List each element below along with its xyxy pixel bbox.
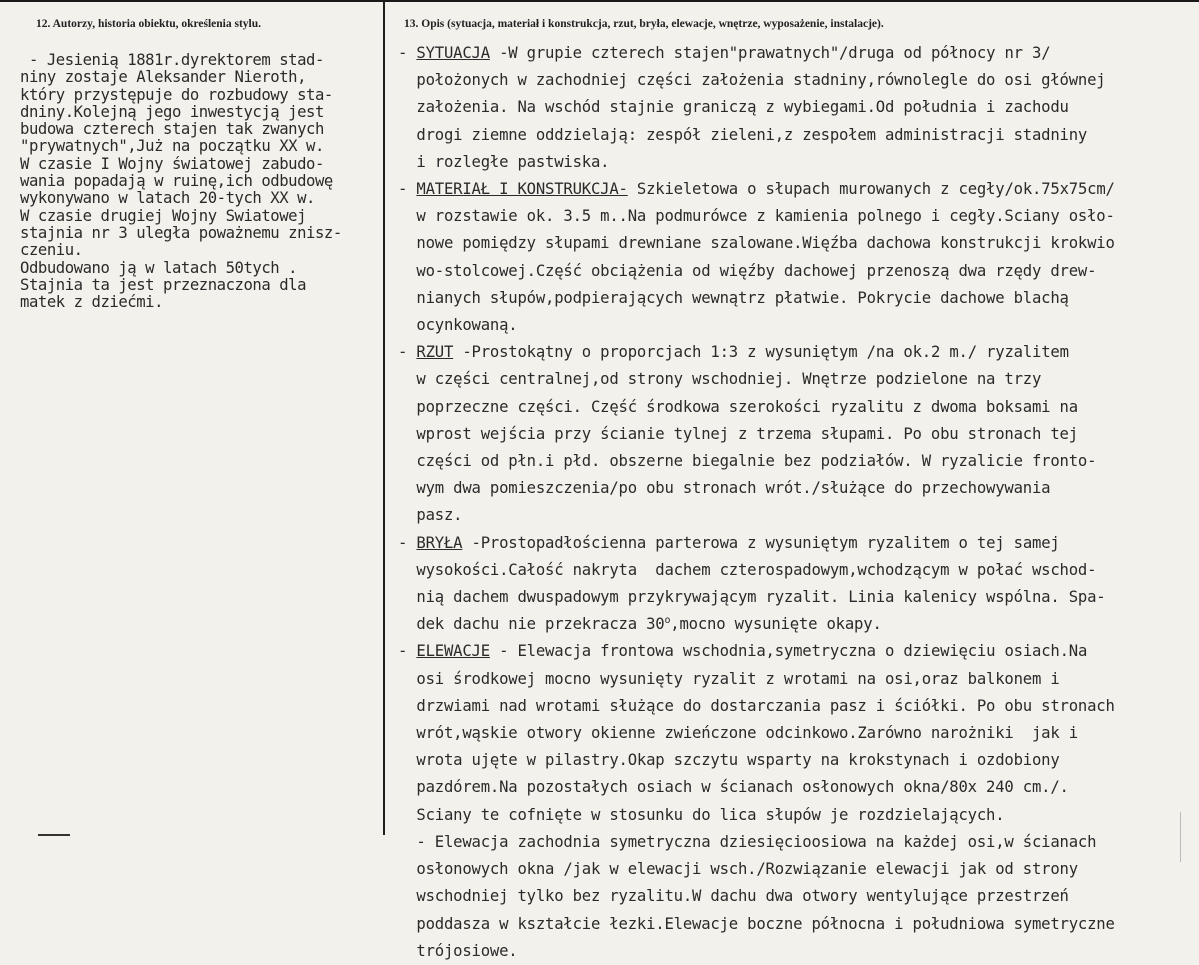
elewacje-line: drzwiami nad wrotami służące do dostarczania pasz i ściółki. Po obu stronach bbox=[398, 696, 1115, 715]
elewacje-line: osi środkowej mocno wysunięty ryzalit z wrotami na osi,oraz balkonem i bbox=[398, 669, 1060, 688]
sytuacja-line: drogi ziemne oddzielają: zespół zieleni,z zespołem administracji stadniny bbox=[398, 125, 1088, 144]
sytuacja-text: -W grupie czterech stajen"prawatnych"/druga od północy nr 3/ bbox=[489, 44, 1051, 62]
material-line: ocynkowaną. bbox=[398, 316, 518, 335]
history-line: "prywatnych",Już na początku XX w. bbox=[20, 138, 324, 156]
history-line: budowa czterech stajen tak zwanych bbox=[20, 121, 324, 139]
margin-dash-mark bbox=[38, 834, 70, 836]
history-text-column bbox=[20, 52, 378, 311]
description-text-column bbox=[398, 40, 1198, 965]
rzut-line: w części centralnej,od strony wschodniej. Wnętrze podzielone na trzy bbox=[398, 370, 1042, 389]
rzut-line: pasz. bbox=[398, 506, 463, 525]
elewacje-line: wrót,wąskie otwory okienne zwieńczone odcinkowo.Zarówno narożniki jak i bbox=[398, 724, 1078, 743]
material-line: nowe pomiędzy słupami drewniane szalowane.Więźba dachowa konstrukcji krokwio bbox=[398, 234, 1115, 253]
history-line: niny zostaje Aleksander Nieroth, bbox=[20, 69, 307, 87]
rzut-heading: RZUT bbox=[416, 343, 454, 362]
rzut-line: wprost wejścia przy ścianie tylnej z trzema słupami. Po obu stronach tej bbox=[398, 424, 1078, 443]
column-divider bbox=[383, 0, 385, 835]
history-line: Odbudowano ją w latach 50tych . bbox=[20, 259, 298, 277]
bryla-line: wysokości.Całość nakryta dachem czterospadowym,wchodzącym w połać wschod- bbox=[398, 560, 1097, 579]
history-line: stajnia nr 3 uległa poważnemu znisz- bbox=[20, 224, 342, 242]
material-heading: MATERIAŁ I KONSTRUKCJA- bbox=[416, 180, 628, 199]
elewacje-line: pazdórem.Na pozostałych osiach w ścianach osłonowych okna/80x 240 cm./. bbox=[398, 778, 1069, 797]
bryla-heading: BRYŁA bbox=[416, 533, 463, 552]
bryla-paragraph-line: - BRYŁA -Prostopadłościenna parterowa z wysuniętym ryzalitem o tej samej bbox=[398, 533, 1060, 552]
bryla-text: -Prostopadłościenna parterowa z wysuniętym ryzalitem o tej samej bbox=[462, 533, 1060, 552]
elewacje-line: wschodniej tylko bez ryzalitu.W dachu dwa otwory wentylujące przestrzeń bbox=[398, 887, 1069, 906]
bryla-text: ,mocno wysunięte okapy. bbox=[670, 615, 882, 634]
material-line: wo-stolcowej.Część obciążenia od więźby dachowej przenoszą dwa rzędy drew- bbox=[398, 261, 1097, 280]
material-line: nianych słupów,podpierających wewnątrz płatwie. Pokrycie dachowe blachą bbox=[398, 288, 1069, 307]
rzut-line: części od płn.i płd. obszerne biegalnie bez podziałów. W ryzalicie fronto- bbox=[398, 452, 1097, 471]
material-text: Szkieletowa o słupach murowanych z cegły/ok.75x75cm/ bbox=[627, 180, 1115, 199]
elewacje-text: - Elewacja frontowa wschodnia,symetryczna o dziewięciu osiach.Na bbox=[489, 642, 1088, 661]
sytuacja-line: i rozległe pastwiska. bbox=[398, 152, 610, 171]
elewacje-paragraph-line: - ELEWACJE - Elewacja frontowa wschodnia,symetryczna o dziewięciu osiach.Na bbox=[398, 642, 1088, 661]
history-line: wykonywano w latach 20-tych XX w. bbox=[20, 190, 315, 208]
section-12-header: 12. Autorzy, historia obiektu, określenia stylu. bbox=[36, 18, 262, 30]
elewacje-line: trójosiowe. bbox=[398, 941, 518, 960]
history-line: wania popadają w ruinę,ich odbudowę bbox=[20, 173, 333, 191]
history-line: Stajnia ta jest przeznaczona dla bbox=[20, 276, 307, 294]
rzut-line: wym dwa pomieszczenia/po obu stronach wrót./służące do przechowywania bbox=[398, 479, 1051, 498]
elewacje-line: osłonowych okna /jak w elewacji wsch./Rozwiązanie elewacji jak od strony bbox=[398, 860, 1078, 879]
elewacje-line: Sciany te cofnięte w stosunku do lica słupów je rozdzielających. bbox=[398, 805, 1005, 824]
material-paragraph-line: - MATERIAŁ I KONSTRUKCJA- Szkieletowa o słupach murowanych z cegły/ok.75x75cm/ bbox=[398, 180, 1115, 199]
sytuacja-paragraph-line: - SYTUACJA -W grupie czterech stajen"prawatnych"/druga od północy nr 3/ bbox=[398, 44, 1051, 62]
history-line: matek z dziećmi. bbox=[20, 294, 164, 312]
history-line: czeniu. bbox=[20, 242, 83, 260]
bryla-line: nią dachem dwuspadowym przykrywającym ryzalit. Linia kalenicy wspólna. Spa- bbox=[398, 588, 1106, 607]
bryla-line bbox=[398, 611, 1198, 638]
bryla-text: dek dachu nie przekracza 30 bbox=[398, 615, 665, 634]
top-border-line bbox=[0, 0, 1199, 2]
sytuacja-line: założenia. Na wschód stajnie graniczą z wybiegami.Od południa i zachodu bbox=[398, 98, 1069, 117]
material-line: w rozstawie ok. 3.5 m..Na podmurówce z kamienia polnego i cegły.Sciany osło- bbox=[398, 207, 1115, 226]
degree-symbol: o bbox=[664, 615, 671, 627]
rzut-paragraph-line: - RZUT -Prostokątny o proporcjach 1:3 z wysuniętym /na ok.2 m./ ryzalitem bbox=[398, 343, 1069, 362]
history-line: który przystępuje do rozbudowy sta- bbox=[20, 86, 333, 104]
history-line: W czasie I Wojny światowej zabudo- bbox=[20, 155, 324, 173]
rzut-text: -Prostokątny o proporcjach 1:3 z wysuniętym /na ok.2 m./ ryzalitem bbox=[453, 343, 1069, 362]
section-13-header: 13. Opis (sytuacja, materiał i konstrukcja, rzut, bryła, elewacje, wnętrze, wyposażenie, instalacje). bbox=[404, 18, 884, 30]
sytuacja-heading: SYTUACJA bbox=[416, 44, 490, 62]
elewacje-heading: ELEWACJE bbox=[416, 642, 490, 661]
elewacje-line: poddasza w kształcie łezki.Elewacje boczne północna i południowa symetryczne bbox=[398, 914, 1115, 933]
sytuacja-line: położonych w zachodniej części założenia stadniny,równolegle do osi głównej bbox=[398, 71, 1106, 90]
scan-edge-mark bbox=[1180, 812, 1195, 862]
elewacje-line: wrota ujęte w pilastry.Okap szczytu wsparty na krokstynach i ozdobiony bbox=[398, 751, 1060, 770]
history-line: W czasie drugiej Wojny Swiatowej bbox=[20, 207, 307, 225]
elewacje-line: - Elewacja zachodnia symetryczna dziesięcioosiowa na każdej osi,w ścianach bbox=[398, 832, 1097, 851]
history-line: dniny.Kolejną jego inwestycją jest bbox=[20, 103, 324, 121]
history-line: - Jesienią 1881r.dyrektorem stad- bbox=[20, 52, 324, 69]
rzut-line: poprzeczne części. Część środkowa szerokości ryzalitu z dwoma boksami na bbox=[398, 397, 1078, 416]
